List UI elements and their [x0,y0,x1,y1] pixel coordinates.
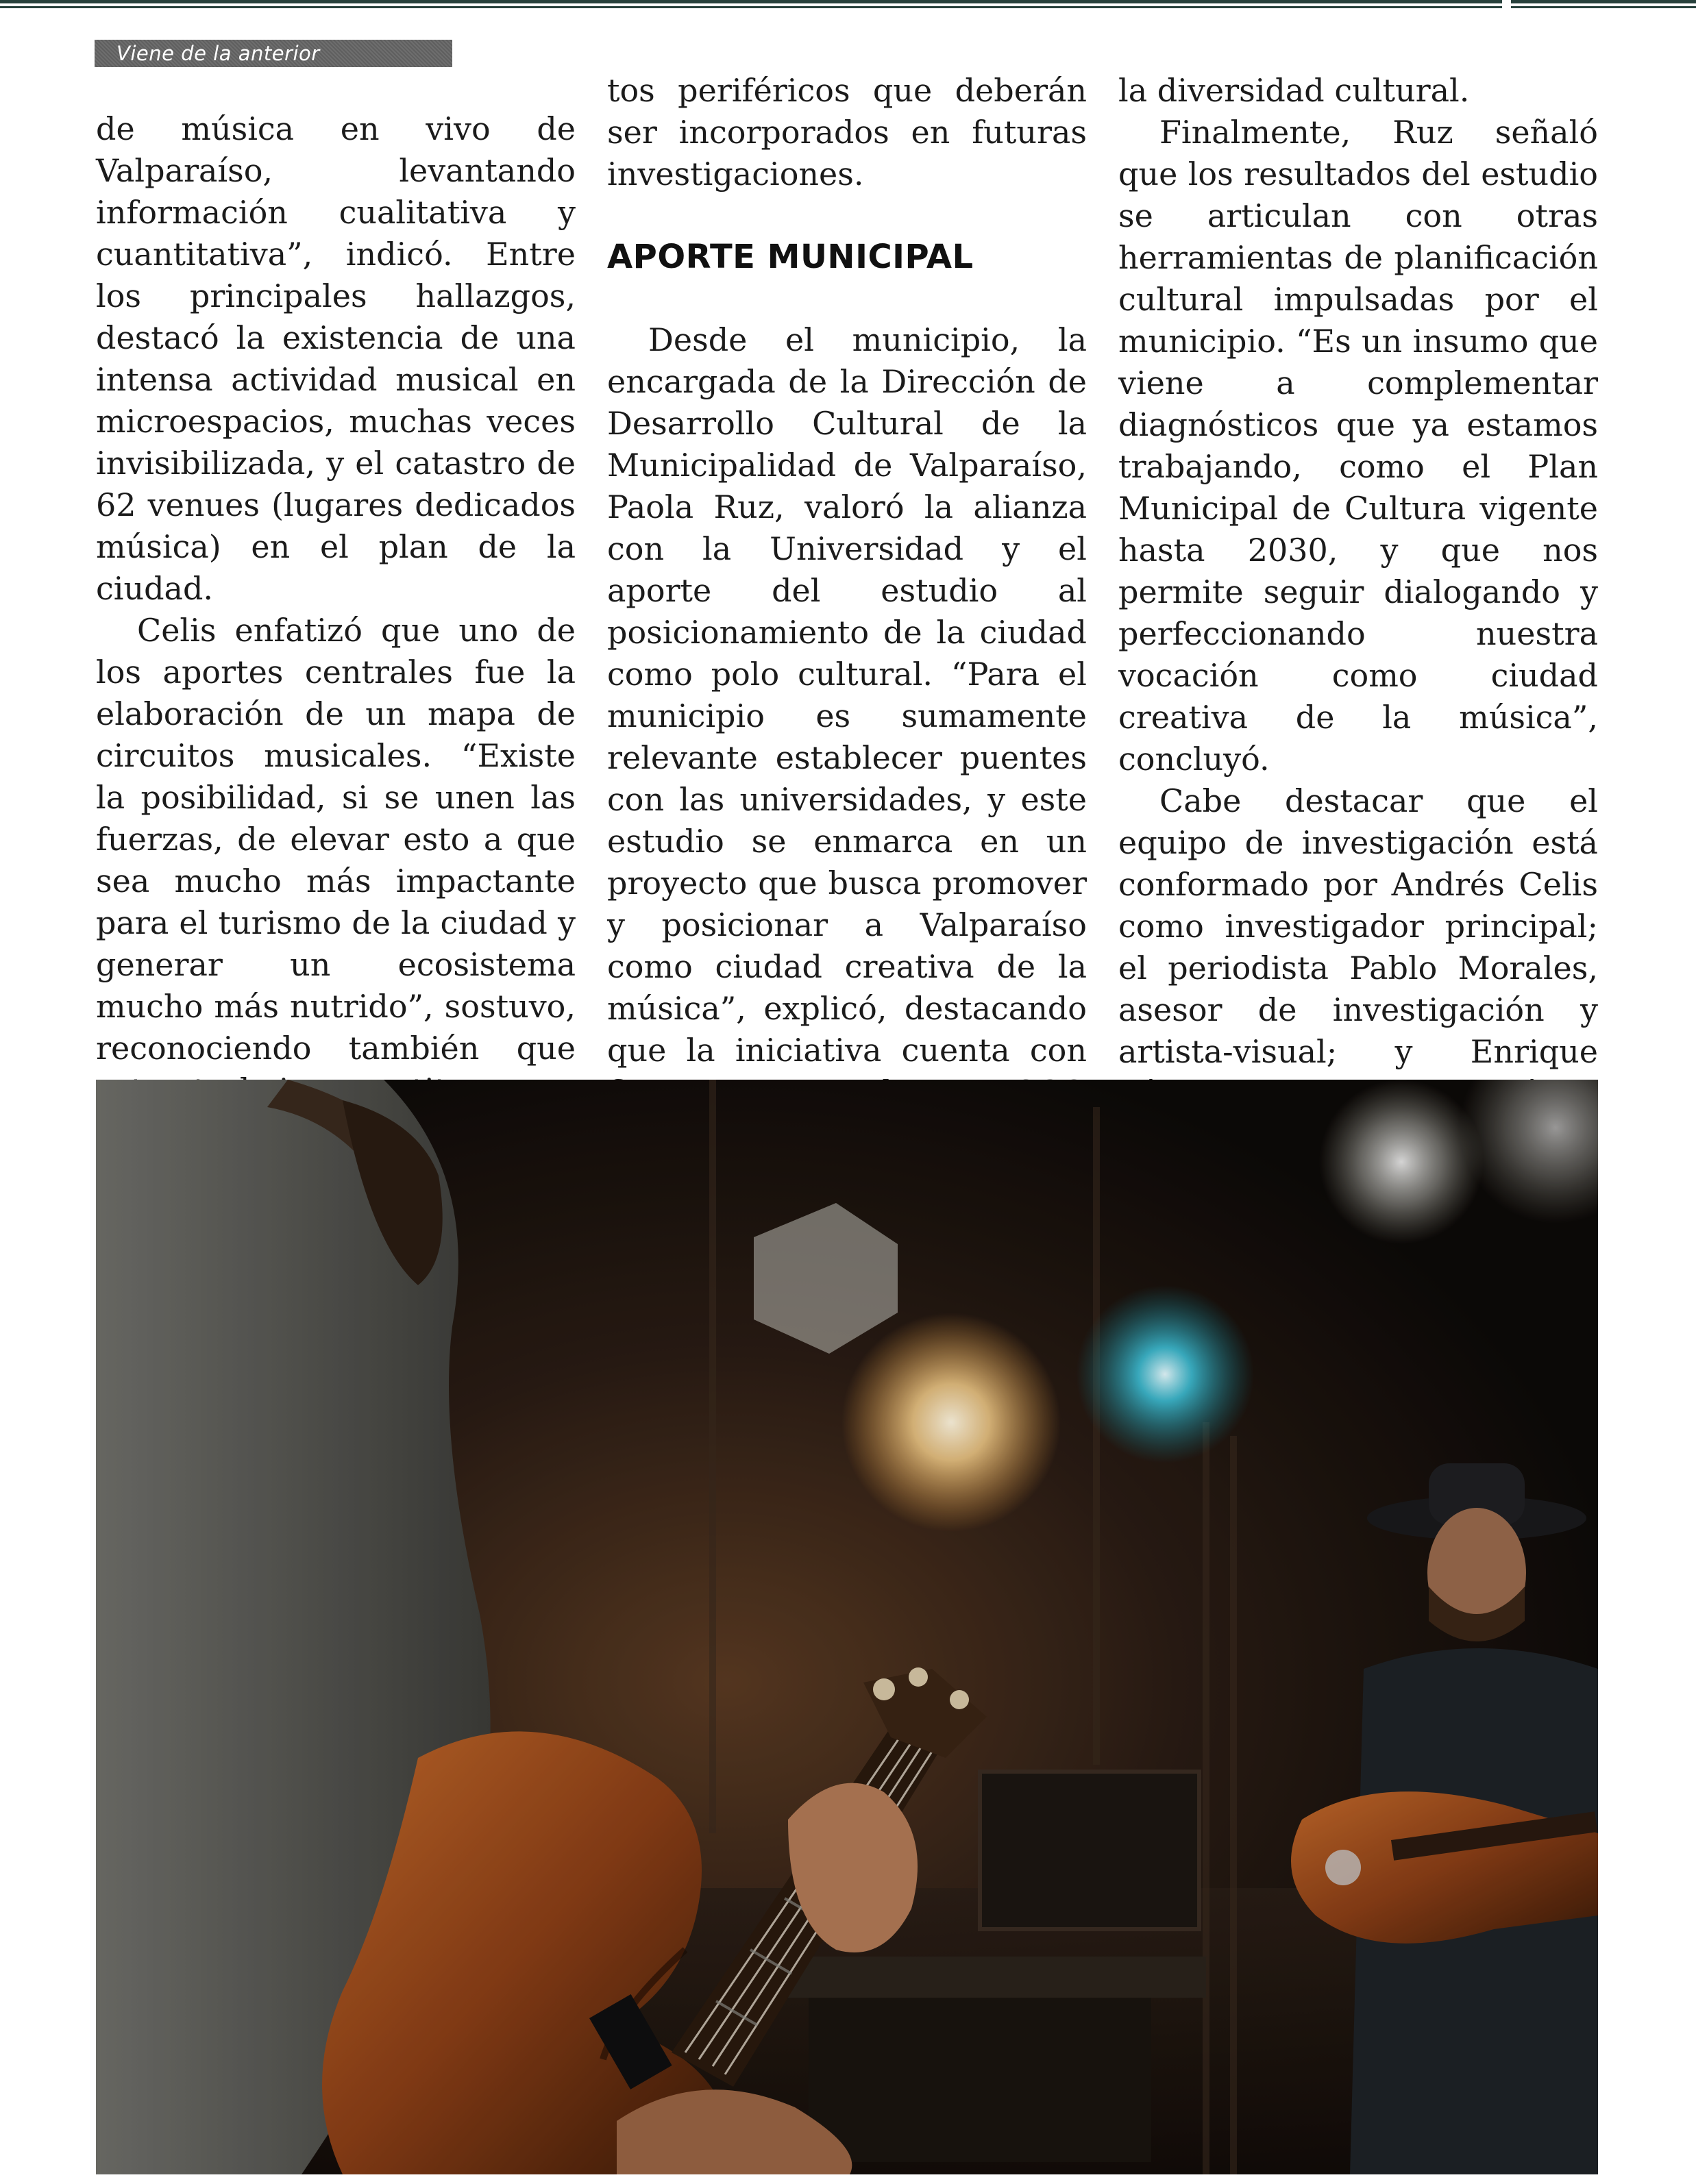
top-rule-band [0,6,1502,8]
paragraph: Desde el municipio, la encargada de la Dirección de Desarrollo Cultural de la Municipalidad de Valparaíso, Paola Ruz, valoró la alianza con la Universidad y el aporte del estudio al posicionamiento de la ciudad como polo cultural. “Para el municipio es sumamente relevante establecer puentes con las universidades, y este estudio se enmarca en un proyecto que busca promover y posicionar a Valparaíso como ciudad creativa de la música”, explicó, destacando que la iniciativa cuenta con [607,321,1087,1069]
paragraph: de música en vivo de Valparaíso, levantando información cualitativa y cuantitativa”, indicó. Entre los principales hallazgos, destacó la existencia de una intensa actividad musical en microespacios, muchas veces invisibilizada, y el catastro de 62 venues (lugares dedicados música) en el plan de la ciudad. [96,110,576,607]
paragraph: Celis enfatizó que uno de los aportes centrales fue la elaboración de un mapa de circuitos musicales. “Existe la posibilidad, si se unen las fuerzas, de elevar esto a que sea mucho más impactante para el turismo de la ciudad y generar un ecosistema mucho más nutrido”, sostuvo, reconociendo también que [96,612,576,1067]
top-rule-band [0,0,1502,3]
top-rule-band-right [1511,0,1696,3]
continued-tag: Viene de la anterior [95,40,452,67]
paragraph: tos periféricos que deberán ser incorporados en futuras investigaciones. [607,72,1087,193]
article-column-3 [1118,70,1598,1198]
top-rule [0,0,1696,12]
paragraph: Cabe destacar que el equipo de investigación está conformado por Andrés Celis como investigador principal; el periodista Pablo Morales, asesor de investigación y artista-visual; y Enrique [1118,782,1598,1070]
article-column-1 [96,108,576,1195]
musicians-illustration [96,1080,1598,2174]
paragraph: la diversidad cultural. [1118,72,1470,109]
paragraph: Finalmente, Ruz señaló que los resultados del estudio se articulan con otras herramientas de planificación cultural impulsadas por el municipio. “Es un insumo que viene a complementar diagnósticos que ya estamos trabajando, como el Plan Municipal de Cultura vigente hasta 2030, y que nos permite seguir dialogando y perfeccionando nuestra vocación como ciudad creativa de la música”, concluyó. [1118,114,1598,778]
article-column-2 [607,70,1087,1155]
article-photo [96,1080,1598,2174]
section-subheading: APORTE MUNICIPAL [607,238,974,276]
top-rule-band-right [1511,6,1696,8]
